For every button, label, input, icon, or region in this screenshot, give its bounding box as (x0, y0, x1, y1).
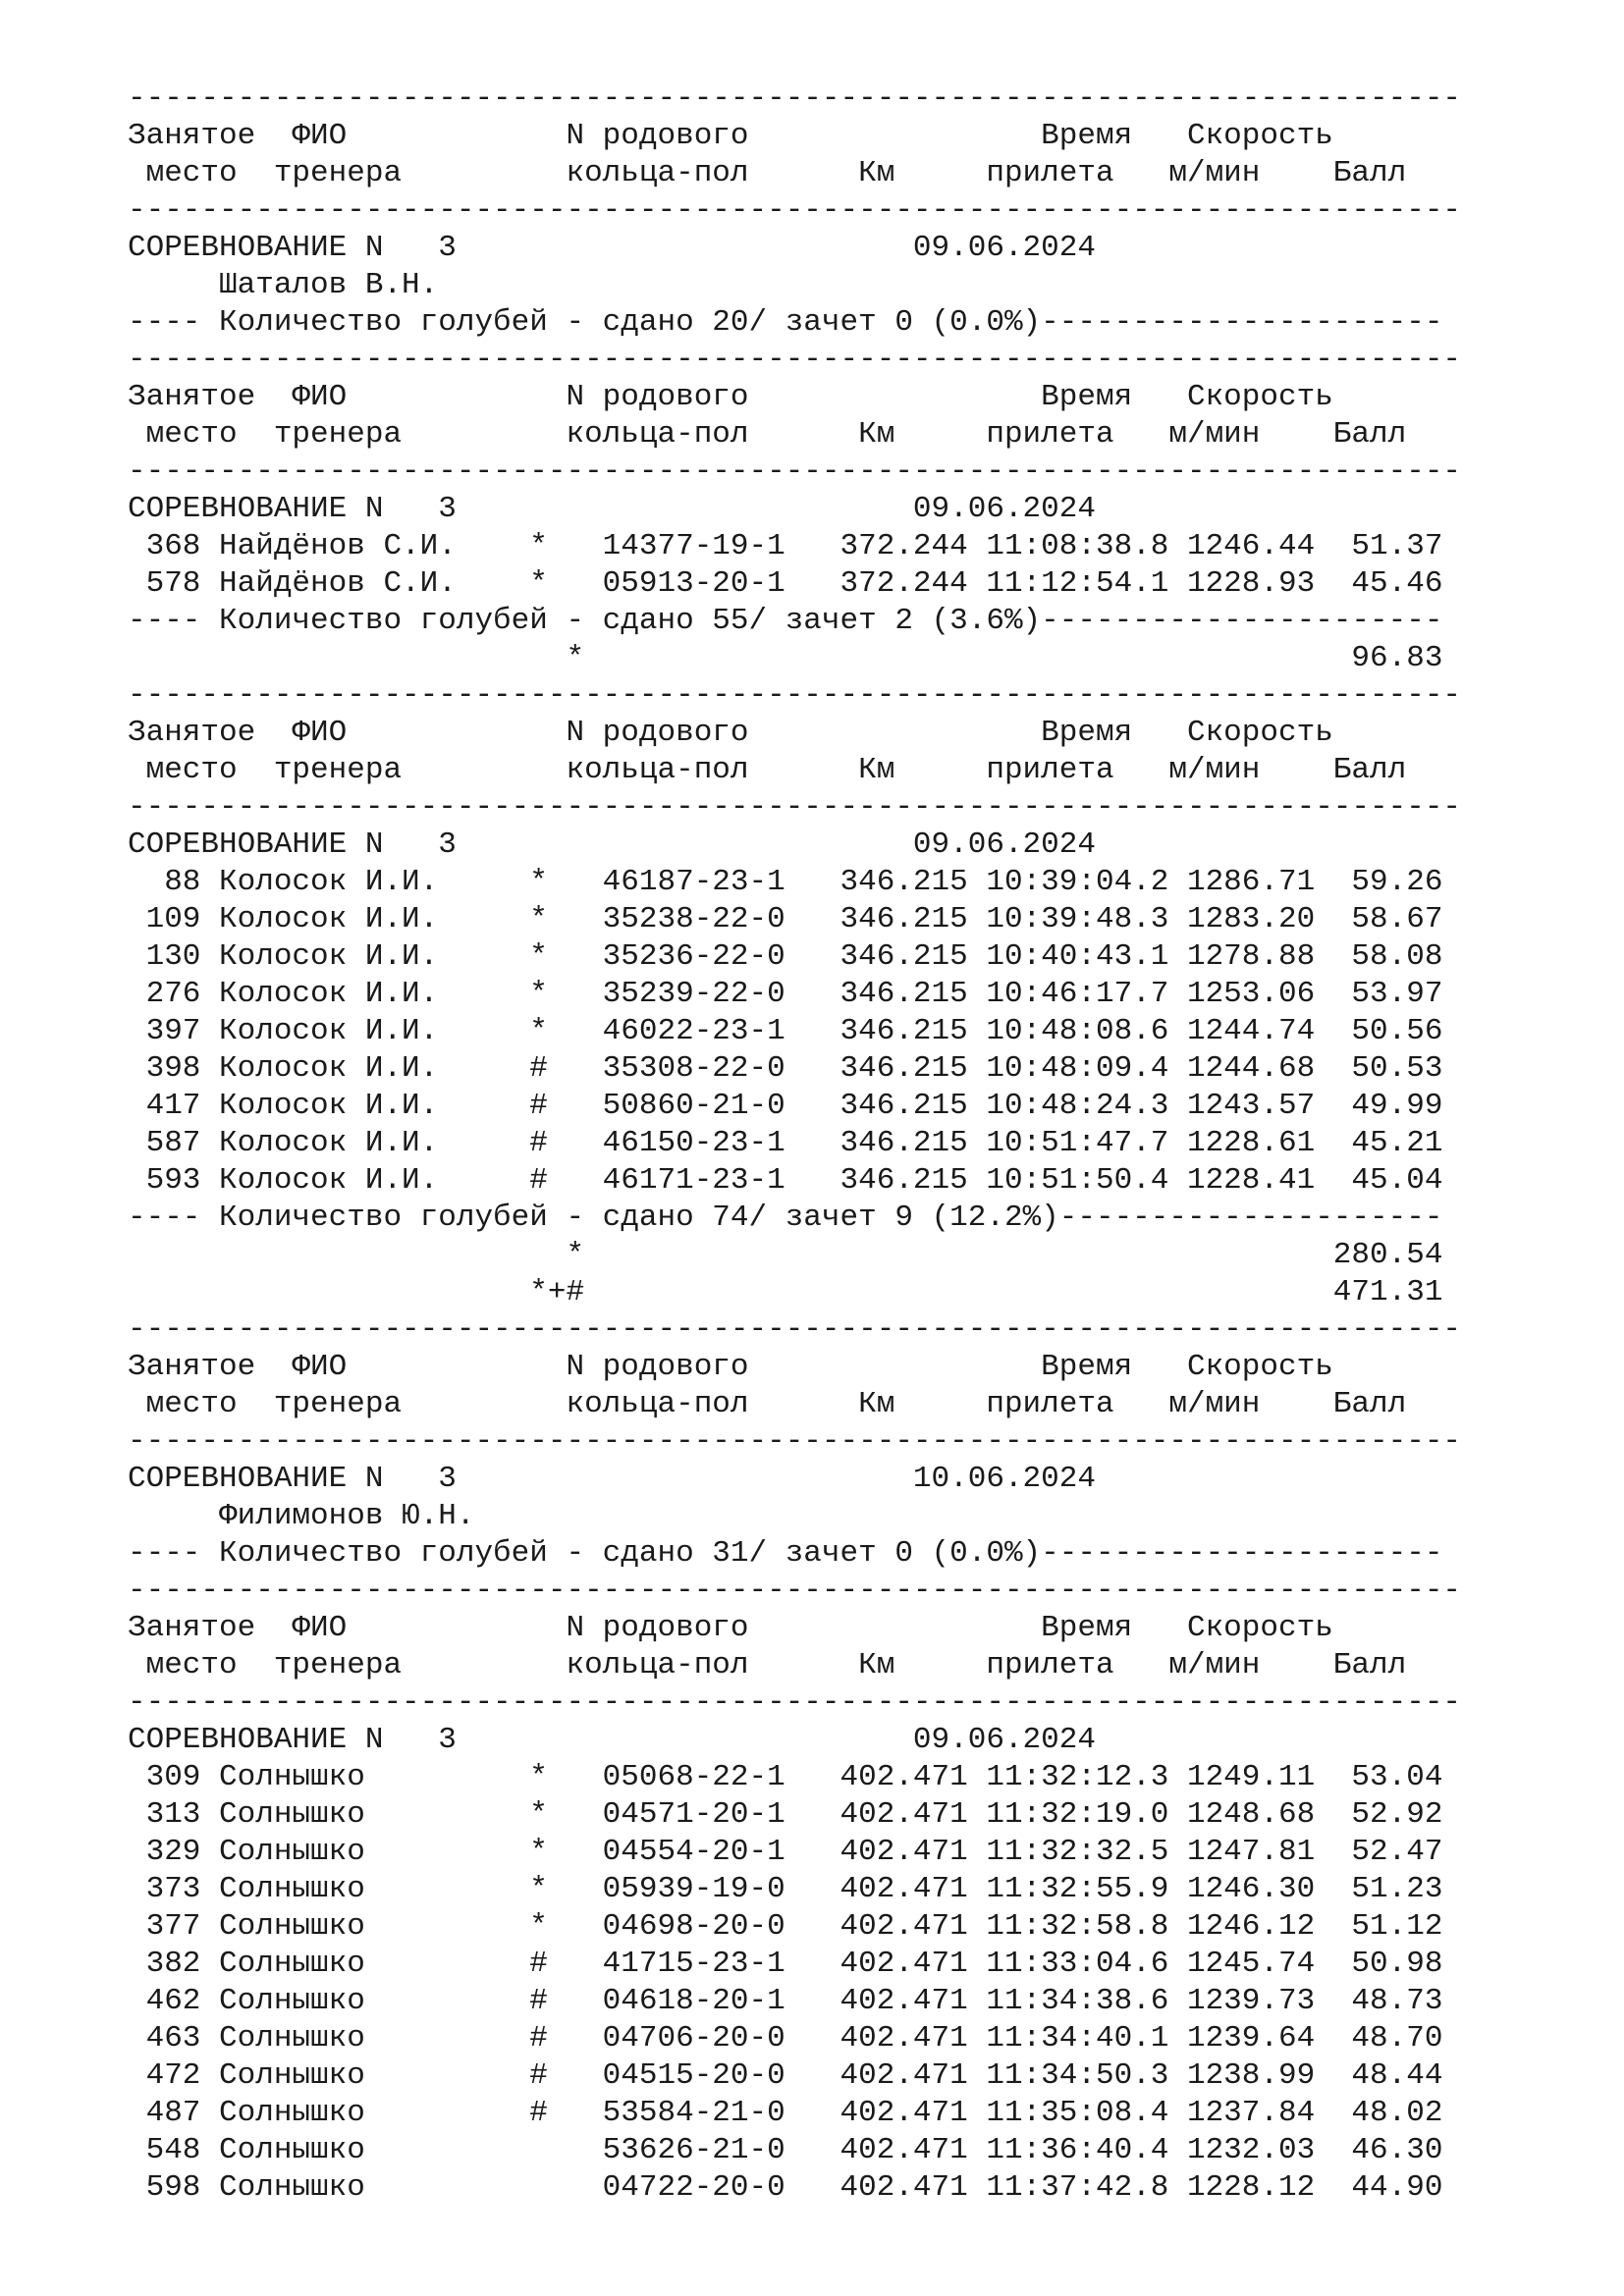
result-row: 109 Колосок И.И. * 35238-22-0 346.215 10:39:48.3 1283.20 58.67 (128, 902, 1443, 936)
column-header: Занятое ФИО N родового Время Скорость (128, 716, 1333, 750)
summary-line: ---- Количество голубей - сдано 31/ зачет 0 (0.0%)---------------------- (128, 1536, 1443, 1571)
result-row: 462 Солнышко # 04618-20-1 402.471 11:34:38.6 1239.73 48.73 (128, 1984, 1443, 2018)
result-row: 598 Солнышко 04722-20-0 402.471 11:37:42.8 1228.12 44.90 (128, 2170, 1443, 2205)
summary-line: ---- Количество голубей - сдано 74/ зачет 9 (12.2%)--------------------- (128, 1201, 1443, 1235)
result-row: 329 Солнышко * 04554-20-1 402.471 11:32:32.5 1247.81 52.47 (128, 1835, 1443, 1869)
points-total: * 96.83 (128, 641, 1443, 675)
result-row: 587 Колосок И.И. # 46150-23-1 346.215 10:51:47.7 1228.61 45.21 (128, 1126, 1443, 1160)
competition-header: СОРЕВНОВАНИЕ N 3 09.06.2024 (128, 231, 1096, 265)
column-header: Занятое ФИО N родового Время Скорость (128, 1611, 1333, 1645)
result-row: 472 Солнышко # 04515-20-0 402.471 11:34:50.3 1238.99 48.44 (128, 2058, 1443, 2093)
result-row: 417 Колосок И.И. # 50860-21-0 346.215 10:48:24.3 1243.57 49.99 (128, 1089, 1443, 1123)
column-header: Занятое ФИО N родового Время Скорость (128, 1350, 1333, 1384)
separator-line: ------------------------------------------------------------------------- (128, 454, 1462, 489)
separator-line: ------------------------------------------------------------------------- (128, 1685, 1462, 1720)
competition-header: СОРЕВНОВАНИЕ N 3 10.06.2024 (128, 1462, 1096, 1496)
points-total: * 280.54 (128, 1238, 1443, 1272)
summary-line: ---- Количество голубей - сдано 20/ зачет 0 (0.0%)---------------------- (128, 305, 1443, 340)
trainer-name: Филимонов Ю.Н. (128, 1499, 475, 1533)
separator-line: ------------------------------------------------------------------------- (128, 678, 1462, 713)
result-row: 88 Колосок И.И. * 46187-23-1 346.215 10:39:04.2 1286.71 59.26 (128, 865, 1443, 899)
trainer-name: Шаталов В.Н. (128, 268, 439, 302)
column-header: Занятое ФИО N родового Время Скорость (128, 119, 1333, 153)
column-header: место тренера кольца-пол Км прилета м/мин Балл (128, 1387, 1407, 1421)
separator-line: ------------------------------------------------------------------------- (128, 1574, 1462, 1608)
summary-line: ---- Количество голубей - сдано 55/ зачет 2 (3.6%)---------------------- (128, 604, 1443, 638)
result-row: 130 Колосок И.И. * 35236-22-0 346.215 10:40:43.1 1278.88 58.08 (128, 939, 1443, 974)
separator-line: ------------------------------------------------------------------------- (128, 343, 1462, 377)
column-header: место тренера кольца-пол Км прилета м/мин Балл (128, 753, 1407, 787)
column-header: место тренера кольца-пол Км прилета м/мин Балл (128, 417, 1407, 452)
result-row: 276 Колосок И.И. * 35239-22-0 346.215 10:46:17.7 1253.06 53.97 (128, 977, 1443, 1011)
result-row: 397 Колосок И.И. * 46022-23-1 346.215 10:48:08.6 1244.74 50.56 (128, 1014, 1443, 1048)
result-row: 368 Найдёнов С.И. * 14377-19-1 372.244 11:08:38.8 1246.44 51.37 (128, 529, 1443, 563)
separator-line: ------------------------------------------------------------------------- (128, 193, 1462, 228)
result-row: 313 Солнышко * 04571-20-1 402.471 11:32:19.0 1248.68 52.92 (128, 1797, 1443, 1832)
separator-line: ------------------------------------------------------------------------- (128, 1424, 1462, 1459)
result-row: 578 Найдёнов С.И. * 05913-20-1 372.244 11:12:54.1 1228.93 45.46 (128, 566, 1443, 601)
result-row: 373 Солнышко * 05939-19-0 402.471 11:32:55.9 1246.30 51.23 (128, 1872, 1443, 1906)
result-row: 398 Колосок И.И. # 35308-22-0 346.215 10:48:09.4 1244.68 50.53 (128, 1051, 1443, 1086)
results-printout (128, 80, 1461, 2207)
result-row: 487 Солнышко # 53584-21-0 402.471 11:35:08.4 1237.84 48.02 (128, 2096, 1443, 2130)
separator-line: ------------------------------------------------------------------------- (128, 81, 1462, 116)
result-row: 548 Солнышко 53626-21-0 402.471 11:36:40.4 1232.03 46.30 (128, 2133, 1443, 2167)
column-header: место тренера кольца-пол Км прилета м/мин Балл (128, 156, 1407, 190)
result-row: 463 Солнышко # 04706-20-0 402.471 11:34:40.1 1239.64 48.70 (128, 2021, 1443, 2056)
result-row: 593 Колосок И.И. # 46171-23-1 346.215 10:51:50.4 1228.41 45.04 (128, 1163, 1443, 1198)
result-row: 377 Солнышко * 04698-20-0 402.471 11:32:58.8 1246.12 51.12 (128, 1909, 1443, 1944)
competition-header: СОРЕВНОВАНИЕ N 3 09.06.2024 (128, 828, 1096, 862)
points-total: *+# 471.31 (128, 1275, 1443, 1309)
result-row: 382 Солнышко # 41715-23-1 402.471 11:33:04.6 1245.74 50.98 (128, 1947, 1443, 1981)
competition-header: СОРЕВНОВАНИЕ N 3 09.06.2024 (128, 492, 1096, 526)
separator-line: ------------------------------------------------------------------------- (128, 790, 1462, 825)
column-header: Занятое ФИО N родового Время Скорость (128, 380, 1333, 414)
result-row: 309 Солнышко * 05068-22-1 402.471 11:32:12.3 1249.11 53.04 (128, 1760, 1443, 1794)
competition-header: СОРЕВНОВАНИЕ N 3 09.06.2024 (128, 1723, 1096, 1757)
separator-line: ------------------------------------------------------------------------- (128, 1312, 1462, 1347)
column-header: место тренера кольца-пол Км прилета м/мин Балл (128, 1648, 1407, 1682)
